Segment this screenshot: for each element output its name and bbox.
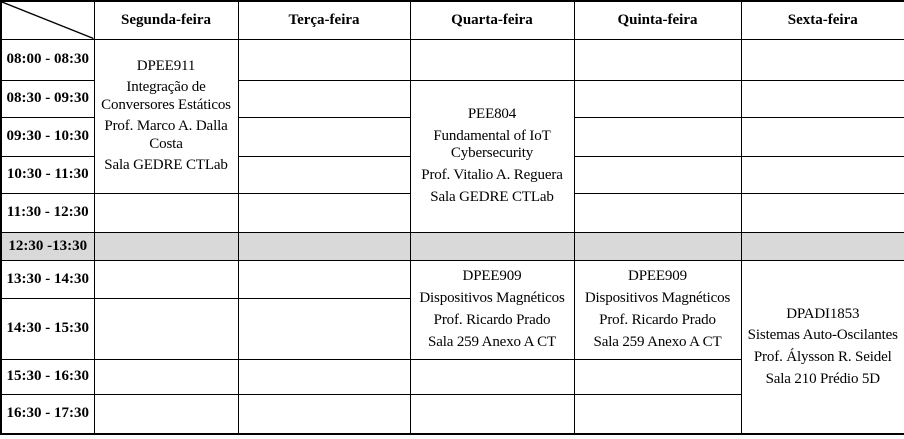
empty-cell (94, 359, 238, 394)
corner-cell (1, 1, 94, 39)
row-0800-0830 (1, 39, 904, 80)
lunch-cell (94, 232, 238, 260)
empty-cell (94, 260, 238, 298)
course-title: Dispositivos Magnéticos (584, 290, 731, 306)
empty-cell (410, 394, 574, 434)
lunch-cell (574, 232, 741, 260)
course-room: Sala GEDRE CTLab (430, 188, 554, 205)
course-cell-sexta-afternoon (741, 260, 904, 434)
time-slot-0830-0930: 08:30 - 09:30 (1, 80, 94, 117)
course-professor: Prof. Marco A. Dalla Costa (104, 118, 228, 152)
lunch-row (1, 232, 904, 260)
course-professor: Prof. Álysson R. Seidel (753, 349, 892, 365)
empty-cell (741, 39, 904, 80)
course-title: Sistemas Auto-Oscilantes (747, 327, 898, 344)
empty-cell (741, 117, 904, 156)
diagonal-line (2, 2, 94, 39)
time-slot-1630-1730: 16:30 - 17:30 (1, 394, 94, 434)
course-professor: Prof. Vitalio A. Reguera (421, 166, 563, 183)
course-professor: Prof. Ricardo Prado (599, 311, 716, 328)
lunch-cell (238, 232, 410, 260)
empty-cell (238, 117, 410, 156)
time-slot-0800-0830: 08:00 - 08:30 (1, 39, 94, 80)
course-title: Dispositivos Magnéticos (419, 290, 565, 306)
time-slot-0930-1030: 09:30 - 10:30 (1, 117, 94, 156)
empty-cell (94, 394, 238, 434)
empty-cell (574, 117, 741, 156)
time-slot-1330-1430: 13:30 - 14:30 (1, 260, 94, 298)
time-slot-1030-1130: 10:30 - 11:30 (1, 156, 94, 193)
empty-cell (574, 156, 741, 193)
empty-cell (238, 359, 410, 394)
empty-cell (94, 193, 238, 232)
day-header-segunda: Segunda-feira (94, 1, 238, 39)
time-slot-1230-1330: 12:30 -13:30 (1, 232, 94, 260)
course-title: Fundamental of IoT Cybersecurity (433, 127, 551, 162)
empty-cell (238, 193, 410, 232)
empty-cell (574, 359, 741, 394)
empty-cell (238, 394, 410, 434)
day-header-sexta: Sexta-feira (741, 1, 904, 39)
day-header-quinta: Quinta-feira (574, 1, 741, 39)
empty-cell (410, 39, 574, 80)
course-room: Sala 210 Prédio 5D (765, 370, 880, 387)
lunch-cell (410, 232, 574, 260)
empty-cell (574, 39, 741, 80)
course-cell-quinta-afternoon (574, 260, 741, 359)
empty-cell (741, 156, 904, 193)
header-row (1, 1, 904, 39)
course-code: DPEE909 (462, 268, 522, 285)
course-code: DPEE909 (628, 268, 687, 285)
course-title: Integração de Conversores Estáticos (101, 79, 231, 113)
time-slot-1130-1230: 11:30 - 12:30 (1, 193, 94, 232)
day-header-quarta: Quarta-feira (410, 1, 574, 39)
course-code: DPADI1853 (786, 305, 860, 322)
empty-cell (574, 394, 741, 434)
course-cell-segunda-morning (94, 39, 238, 193)
time-slot-1430-1530: 14:30 - 15:30 (1, 298, 94, 359)
day-header-terca: Terça-feira (238, 1, 410, 39)
time-slot-1530-1630: 15:30 - 16:30 (1, 359, 94, 394)
course-cell-quarta-afternoon (410, 260, 574, 359)
course-cell-quarta-morning (410, 80, 574, 232)
course-code: PEE804 (467, 106, 517, 123)
empty-cell (574, 80, 741, 117)
empty-cell (238, 39, 410, 80)
empty-cell (741, 80, 904, 117)
empty-cell (238, 80, 410, 117)
course-professor: Prof. Ricardo Prado (433, 311, 551, 328)
empty-cell (238, 298, 410, 359)
course-room: Sala 259 Anexo A CT (593, 333, 722, 350)
lunch-cell (741, 232, 904, 260)
course-code: DPEE911 (136, 57, 196, 74)
empty-cell (410, 359, 574, 394)
empty-cell (574, 193, 741, 232)
empty-cell (741, 193, 904, 232)
empty-cell (94, 298, 238, 359)
course-room: Sala GEDRE CTLab (104, 157, 228, 174)
row-1330-1430 (1, 260, 904, 298)
empty-cell (238, 156, 410, 193)
empty-cell (238, 260, 410, 298)
course-room: Sala 259 Anexo A CT (428, 333, 556, 350)
